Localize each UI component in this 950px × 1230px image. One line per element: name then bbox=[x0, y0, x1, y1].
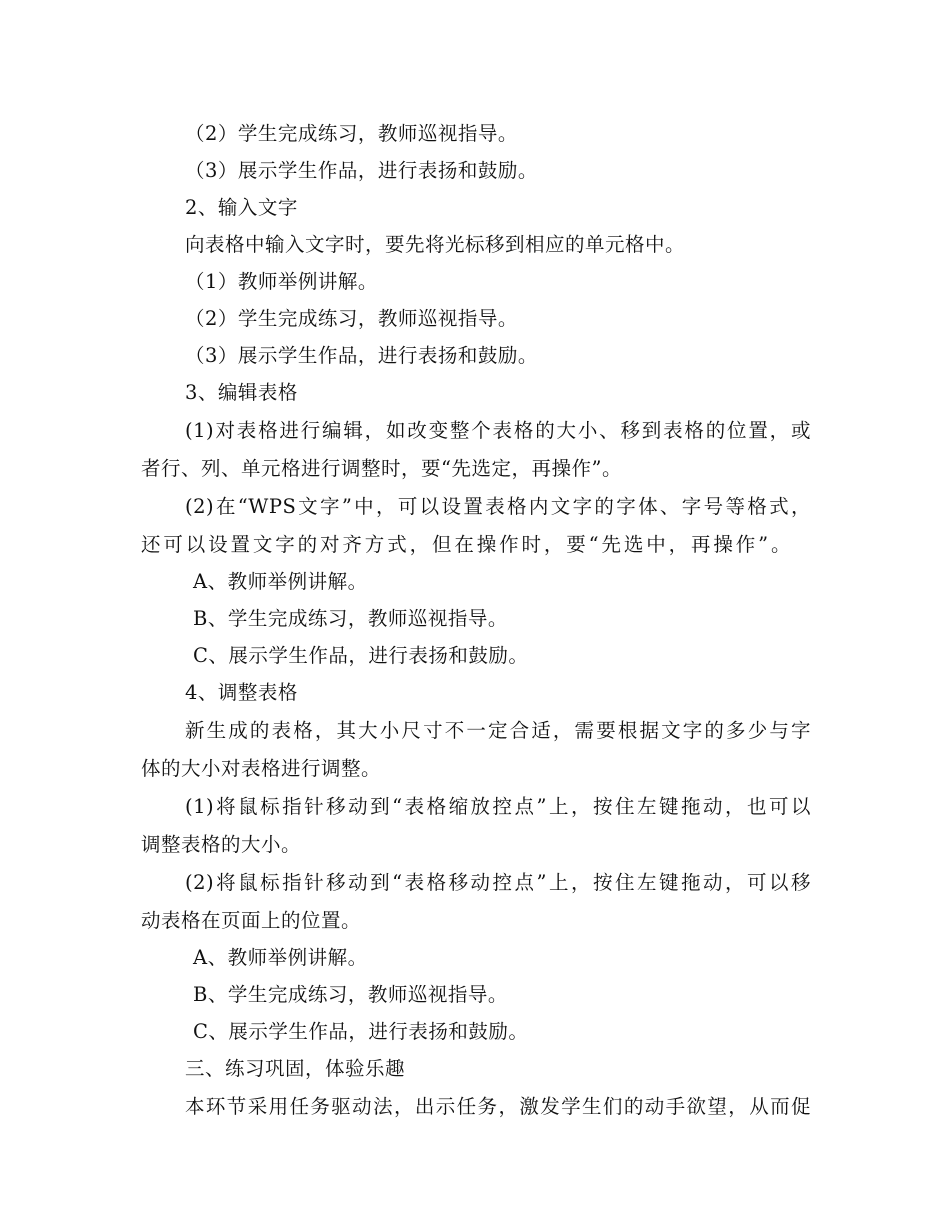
text-line: 还可以设置文字的对齐方式，但在操作时，要“先选中，再操作”。 bbox=[141, 533, 791, 556]
section-heading: 4、调整表格 bbox=[185, 681, 298, 704]
text-line: C、展示学生作品，进行表扬和鼓励。 bbox=[193, 1020, 529, 1043]
text-line: 体的大小对表格进行调整。 bbox=[141, 757, 382, 780]
text-line: 向表格中输入文字时，要先将光标移到相应的单元格中。 bbox=[185, 233, 686, 256]
text-line: 新生成的表格，其大小尺寸不一定合适，需要根据文字的多少与字 bbox=[185, 719, 811, 742]
text-line: B、学生完成练习，教师巡视指导。 bbox=[193, 607, 508, 630]
text-line: (1)对表格进行编辑，如改变整个表格的大小、移到表格的位置，或 bbox=[185, 419, 811, 442]
text-line: （1）教师举例讲解。 bbox=[185, 270, 378, 293]
section-heading: 3、编辑表格 bbox=[185, 381, 298, 404]
text-line: (1)将鼠标指针移动到“表格缩放控点”上，按住左键拖动，也可以 bbox=[185, 795, 811, 818]
text-line: （3）展示学生作品，进行表扬和鼓励。 bbox=[185, 159, 538, 182]
text-line: 本环节采用任务驱动法，出示任务，激发学生们的动手欲望，从而促 bbox=[185, 1095, 811, 1118]
text-line: （2）学生完成练习，教师巡视指导。 bbox=[185, 307, 518, 330]
text-line: （2）学生完成练习，教师巡视指导。 bbox=[185, 122, 518, 145]
text-line: A、教师举例讲解。 bbox=[193, 946, 368, 969]
text-line: A、教师举例讲解。 bbox=[193, 570, 368, 593]
section-heading: 三、练习巩固，体验乐趣 bbox=[185, 1057, 406, 1080]
text-line: （3）展示学生作品，进行表扬和鼓励。 bbox=[185, 344, 538, 367]
text-line: 动表格在页面上的位置。 bbox=[141, 909, 362, 932]
text-line: 者行、列、单元格进行调整时，要“先选定，再操作”。 bbox=[141, 457, 622, 480]
text-line: B、学生完成练习，教师巡视指导。 bbox=[193, 983, 508, 1006]
text-line: 调整表格的大小。 bbox=[141, 833, 302, 856]
text-line: C、展示学生作品，进行表扬和鼓励。 bbox=[193, 644, 529, 667]
section-heading: 2、输入文字 bbox=[185, 196, 298, 219]
text-line: (2)在“WPS文字”中，可以设置表格内文字的字体、字号等格式， bbox=[185, 495, 811, 518]
text-line: (2)将鼠标指针移动到“表格移动控点”上，按住左键拖动，可以移 bbox=[185, 871, 811, 894]
